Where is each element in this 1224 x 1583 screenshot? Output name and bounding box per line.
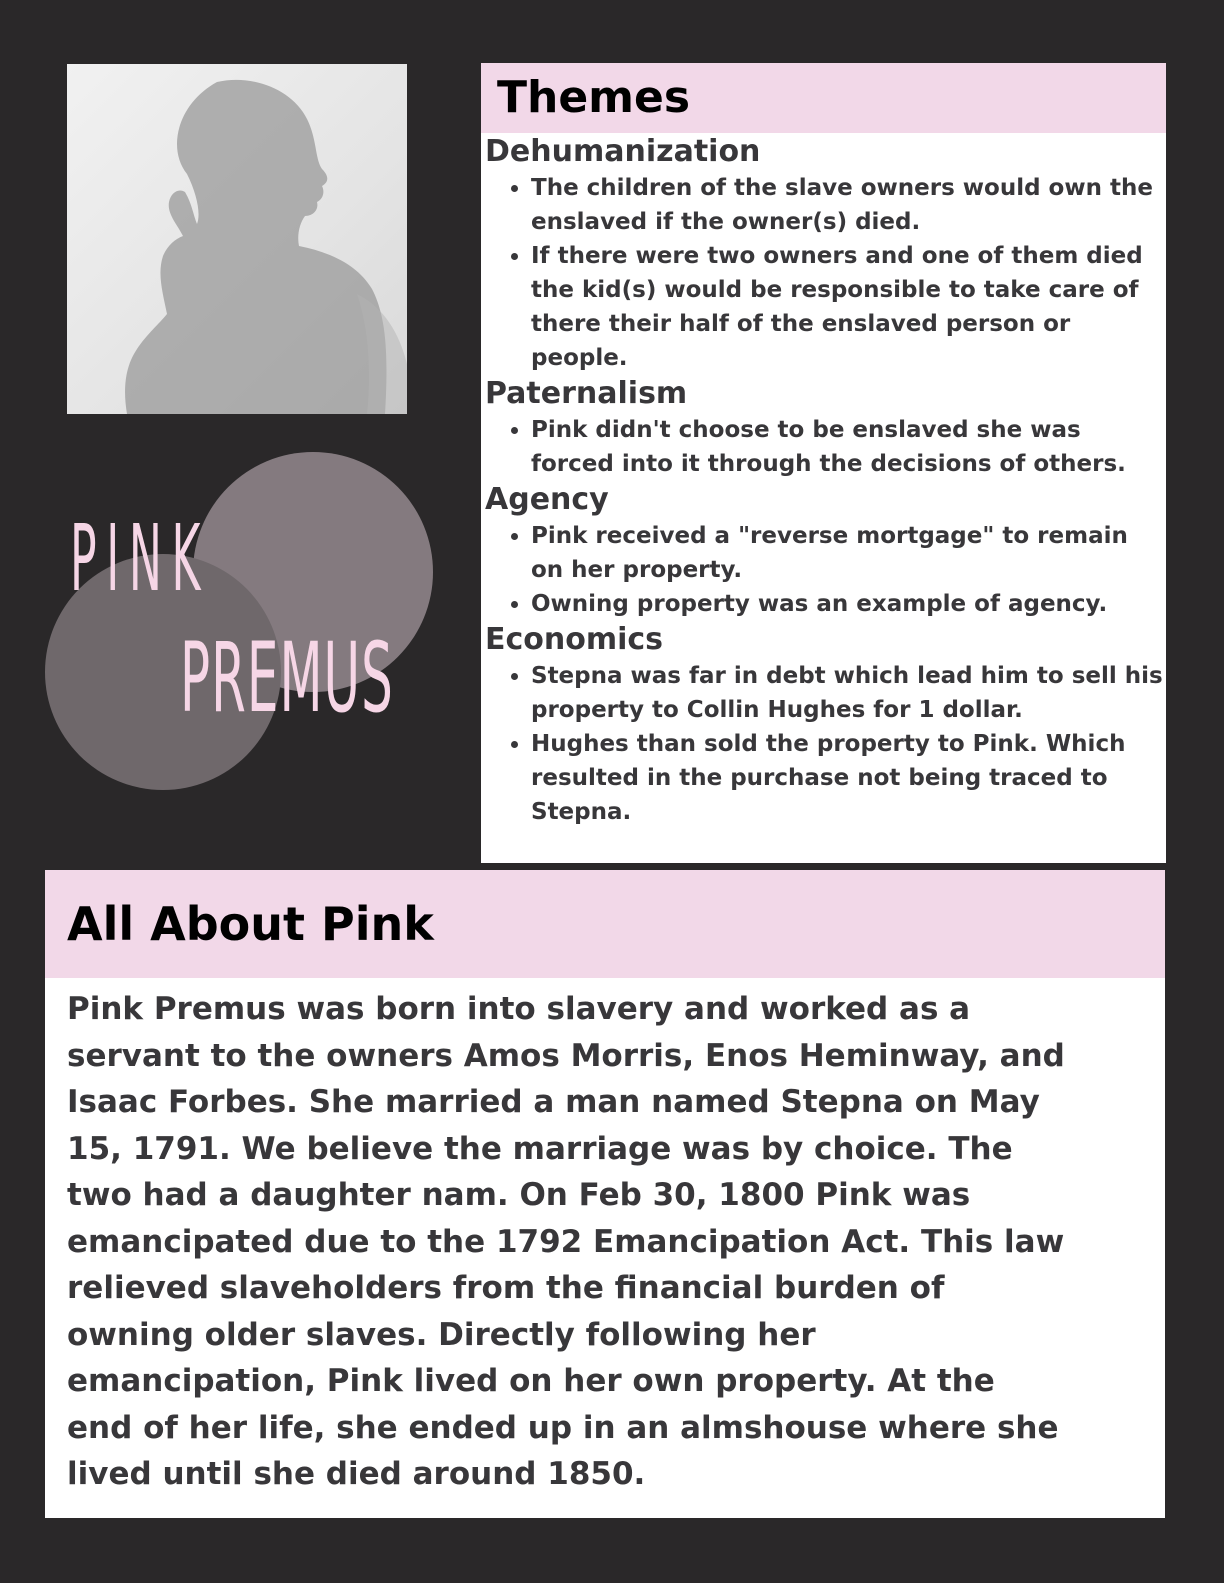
theme-point: • Hughes than sold the property to Pink. Which resulted in the purchase not being traced to Stepna. <box>531 727 1166 829</box>
theme-heading: Agency <box>485 482 609 517</box>
theme-points <box>485 519 1166 621</box>
name-last: PREMUS <box>180 622 394 734</box>
theme-agency <box>481 481 1166 621</box>
theme-point: • If there were two owners and one of them died the kid(s) would be responsible to take care of there their half of the enslaved person or people. <box>531 239 1166 375</box>
theme-heading: Dehumanization <box>485 134 761 169</box>
themes-panel <box>481 63 1166 863</box>
about-body: Pink Premus was born into slavery and worked as a servant to the owners Amos Morris, Enos Heminway, and Isaac Forbes. She married a man named Stepna on May 15, 1791. We believe the marriage was by choice. The two had a daughter nam. On Feb 30, 1800 Pink was emancipated due to the 1792 Emancipation Act. This law relieved slaveholders from the financial burden of owning older slaves. Directly following her emancipation, Pink lived on her own property. At the end of her life, she ended up in an almshouse where she lived until she died around 1850. <box>67 991 1065 1492</box>
theme-point: • Pink received a "reverse mortgage" to remain on her property. <box>531 519 1166 587</box>
theme-point: • The children of the slave owners would own the enslaved if the owner(s) died. <box>531 171 1166 239</box>
about-panel <box>45 870 1165 1518</box>
about-header <box>45 870 1165 978</box>
theme-points <box>485 659 1166 829</box>
themes-header <box>481 63 1166 133</box>
theme-heading: Paternalism <box>485 376 688 411</box>
theme-paternalism <box>481 375 1166 481</box>
theme-point: • Stepna was far in debt which lead him to sell his property to Collin Hughes for 1 dollar. <box>531 659 1166 727</box>
silhouette-figure <box>67 64 407 414</box>
theme-point: • Pink didn't choose to be enslaved she was forced into it through the decisions of others. <box>531 413 1166 481</box>
theme-dehumanization <box>481 133 1166 375</box>
theme-point: • Owning property was an example of agency. <box>531 587 1166 621</box>
theme-points <box>485 171 1166 375</box>
name-first: PINK <box>70 505 211 612</box>
theme-points <box>485 413 1166 481</box>
theme-heading: Economics <box>485 622 664 657</box>
silhouette-portrait-image <box>67 64 407 414</box>
about-title: All About Pink <box>67 897 434 951</box>
themes-title: Themes <box>497 72 691 123</box>
theme-economics <box>481 621 1166 829</box>
